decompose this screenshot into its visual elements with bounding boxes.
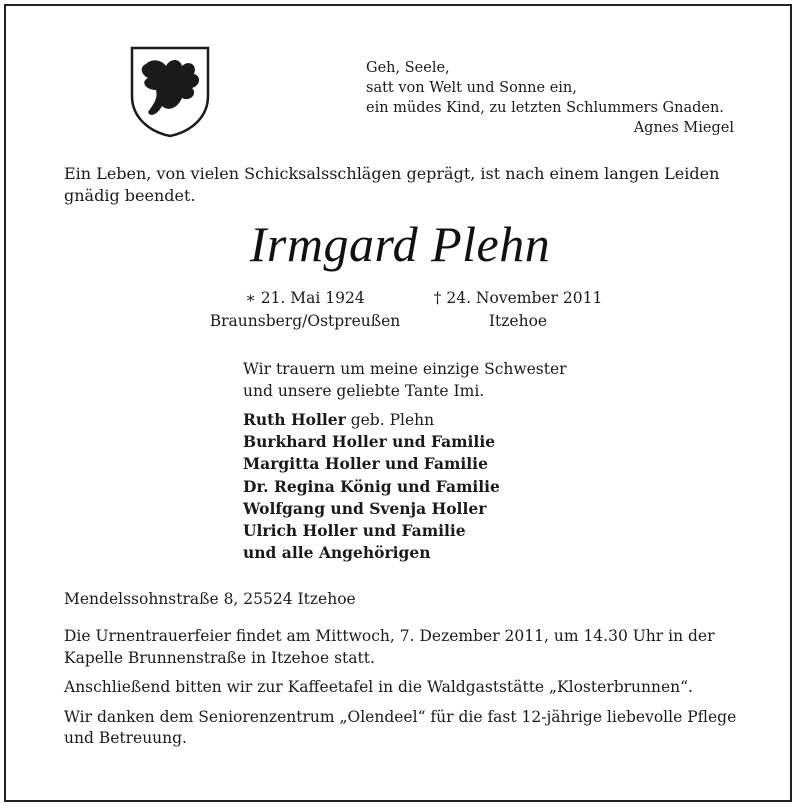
family-member: Burkhard Holler und Familie [243, 432, 496, 452]
address: Mendelssohnstraße 8, 25524 Itzehoe [64, 590, 356, 608]
notices [64, 626, 744, 758]
birth-date: ∗ 21. Mai 1924 [245, 289, 365, 307]
quote-author: Agnes Miegel [633, 120, 734, 136]
death-date: † 24. November 2011 [433, 289, 603, 307]
family-member: Wolfgang und Svenja Holler [243, 498, 487, 518]
family-member: und alle Angehörigen [243, 543, 431, 563]
family-member-note: geb. Plehn [345, 411, 435, 429]
mourning-text [243, 358, 567, 402]
notice-paragraph: Wir danken dem Seniorenzentrum „Olendeel“ für die fast 12-jährige liebevolle Pflege und Betreuung. [64, 707, 737, 747]
quote-line: Geh, Seele, [366, 60, 450, 76]
notice-paragraph: Die Urnentrauerfeier findet am Mittwoch, 7. Dezember 2011, um 14.30 Uhr in der Kapelle Brunnenstraße in Itzehoe statt. [64, 627, 715, 667]
birth-place: Braunsberg/Ostpreußen [209, 312, 401, 330]
family-member: Dr. Regina König und Familie [243, 476, 500, 496]
intro-text: Ein Leben, von vielen Schicksalsschlägen geprägt, ist nach einem langen Leiden gnädig beendet. [64, 164, 720, 205]
family-member: Ulrich Holler und Familie [243, 521, 466, 541]
family-list [243, 409, 500, 564]
death-place: Itzehoe [488, 312, 548, 330]
birth-info [196, 287, 414, 333]
family-member-name: Ruth Holler [243, 410, 346, 429]
bear-paw-crest-icon [128, 44, 212, 138]
family-member: Margitta Holler und Familie [243, 454, 488, 474]
notice-paragraph: Anschließend bitten wir zur Kaffeetafel in die Waldgaststätte „Klosterbrunnen“. [64, 678, 693, 696]
deceased-name: Irmgard Plehn [249, 216, 551, 272]
mourning-line: Wir trauern um meine einzige Schwester [243, 360, 567, 378]
family-member [243, 409, 500, 431]
epigraph-quote [366, 58, 736, 138]
quote-line: satt von Welt und Sonne ein, [366, 80, 577, 96]
quote-line: ein müdes Kind, zu letzten Schlummers Gnaden. [366, 100, 724, 116]
mourning-line: und unsere geliebte Tante Imi. [243, 382, 485, 400]
death-info [420, 287, 616, 333]
